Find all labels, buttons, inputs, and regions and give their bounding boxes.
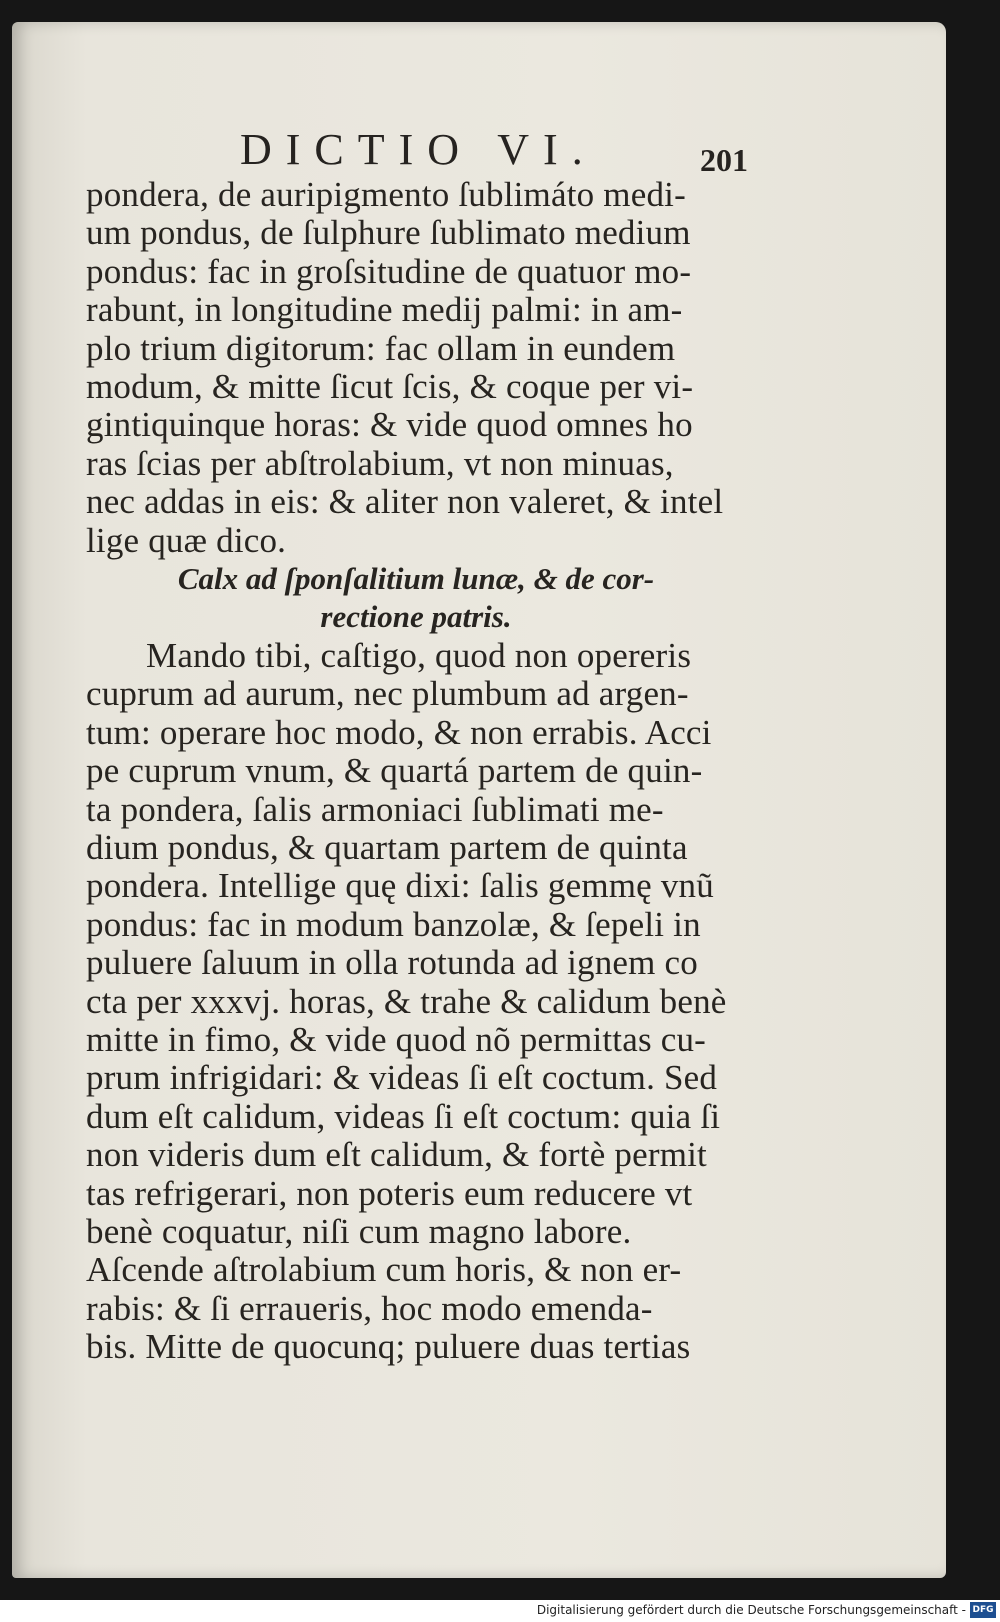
running-head: DICTIO VI. (240, 125, 597, 174)
text-line: pondus: fac in modum banzolæ, & ſepeli in (86, 904, 701, 944)
text-line: cuprum ad aurum, nec plumbum ad argen- (86, 674, 689, 714)
text-line: ras ſcias per abſtrolabium, vt non minuas, (86, 443, 674, 483)
section-heading: Calx ad ſponſalitium lunæ, & de cor- (177, 561, 655, 597)
text-line: tum: operare hoc modo, & non errabis. Acci (86, 712, 712, 752)
text-line: Mando tibi, caſtigo, quod non opereris (146, 635, 692, 675)
text-line: pondera, de auripigmento ſublimáto medi- (86, 175, 686, 214)
text-line: um pondus, de ſulphure ſublimato medium (86, 213, 691, 253)
text-line: lige quæ dico. (86, 520, 287, 560)
text-line: prum infrigidari: & videas ſi eſt coctum. Sed (86, 1058, 718, 1098)
funding-credit: Digitalisierung gefördert durch die Deutsche Forschungsgemeinschaft - (536, 1603, 966, 1617)
text-line: plo trium digitorum: fac ollam in eundem (86, 328, 676, 368)
text-line: mitte in fimo, & vide quod nõ permittas cu- (86, 1019, 707, 1059)
text-line: modum, & mitte ſicut ſcis, & coque per vi- (86, 367, 694, 407)
text-block (86, 176, 746, 1367)
text-line: Aſcende aſtrolabium cum horis, & non er- (86, 1250, 682, 1290)
page-number: 201 (700, 142, 748, 178)
text-line: non videris dum eſt calidum, & fortè permit (86, 1135, 707, 1175)
text-line: nec addas in eis: & aliter non valeret, & intel (86, 482, 724, 522)
text-line: benè coquatur, niſi cum magno labore. (86, 1211, 632, 1251)
text-line: tas refrigerari, non poteris eum reducere vt (86, 1173, 693, 1213)
dfg-logo: DFG (970, 1602, 996, 1618)
section-heading: rectione patris. (320, 599, 512, 635)
text-line: pondus: fac in groſsitudine de quatuor mo- (86, 251, 692, 291)
text-line: pe cuprum vnum, & quartá partem de quin- (86, 751, 703, 791)
text-line: ta pondera, ſalis armoniaci ſublimati me- (86, 789, 664, 829)
text-line: rabunt, in longitudine medij palmi: in am- (86, 290, 683, 330)
text-line: dium pondus, & quartam partem de quinta (86, 827, 688, 867)
text-line: puluere ſaluum in olla rotunda ad ignem co (86, 943, 698, 983)
text-line: dum eſt calidum, videas ſi eſt coctum: quia ſi (86, 1096, 721, 1136)
text-line: pondera. Intellige quę dixi: ſalis gemmę vnũ (86, 866, 714, 906)
text-line: gintiquinque horas: & vide quod omnes ho (86, 405, 693, 445)
text-line: rabis: & ſi erraueris, hoc modo emenda- (86, 1288, 653, 1328)
text-line: cta per xxxvj. horas, & trahe & calidum benè (86, 981, 727, 1021)
text-line: bis. Mitte de quocunq; puluere duas tertias (86, 1327, 691, 1367)
